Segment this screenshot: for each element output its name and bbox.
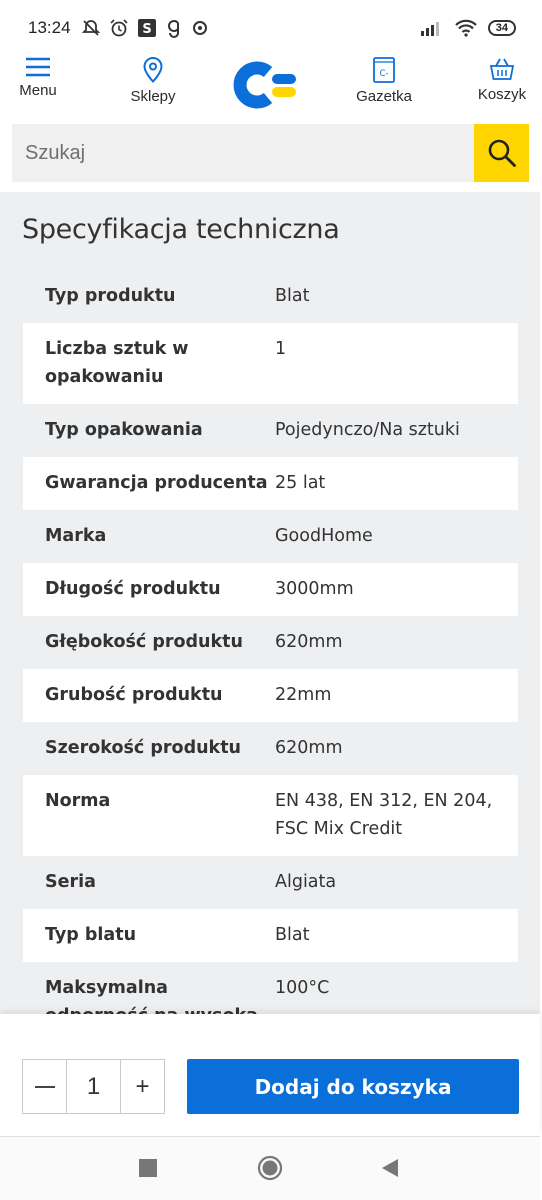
spec-key: Liczba sztuk w opakowaniu: [45, 339, 189, 387]
spec-value: 620mm: [275, 738, 343, 758]
spec-value: 620mm: [275, 632, 343, 652]
back-button[interactable]: [381, 1158, 399, 1183]
spec-key: Długość produktu: [45, 579, 221, 599]
spec-key: Typ opakowania: [45, 420, 203, 440]
quantity-value[interactable]: 1: [86, 1072, 101, 1100]
spec-value: 100°C: [275, 978, 330, 998]
spec-key: Szerokość produktu: [45, 738, 242, 758]
spec-key: Seria: [45, 872, 96, 892]
top-navigation: [0, 56, 540, 116]
spec-row: [23, 669, 518, 722]
mute-icon: [81, 18, 101, 38]
hamburger-menu-icon: [25, 56, 51, 78]
search-input[interactable]: [12, 124, 474, 182]
recent-apps-button[interactable]: [139, 1159, 157, 1182]
cart-label: Koszyk: [477, 86, 527, 103]
stores-button[interactable]: [113, 56, 193, 105]
spec-row: [23, 510, 518, 563]
search-icon: [487, 138, 517, 168]
status-notification-icons: [81, 18, 209, 38]
spec-value: 25 lat: [275, 473, 326, 493]
add-to-cart-bar: [0, 1014, 540, 1136]
home-button[interactable]: [257, 1155, 283, 1186]
spec-row: [23, 616, 518, 669]
spec-value: Blat: [275, 286, 310, 306]
spec-value: Blat: [275, 925, 310, 945]
signal-icon: [420, 19, 444, 37]
spec-row: [23, 457, 518, 510]
spec-value: GoodHome: [275, 526, 373, 546]
minus-icon: [35, 1085, 55, 1089]
spec-row: [23, 856, 518, 909]
specs-title: Specyfikacja techniczna: [22, 214, 340, 245]
recent-apps-icon: [139, 1159, 157, 1177]
add-to-cart-button[interactable]: Dodaj do koszyka: [187, 1059, 519, 1114]
spec-key: Głębokość produktu: [45, 632, 243, 652]
spec-value: 3000mm: [275, 579, 354, 599]
system-navigation-bar: [0, 1136, 540, 1200]
spec-row: [23, 909, 518, 962]
alarm-icon: [109, 18, 129, 38]
leaflet-button[interactable]: [344, 56, 424, 105]
spec-row: [23, 775, 518, 856]
stores-label: Sklepy: [130, 88, 176, 105]
menu-label: Menu: [19, 82, 57, 99]
spec-row: [23, 563, 518, 616]
leaflet-icon-text: C-: [379, 69, 389, 79]
leaflet-label: Gazetka: [356, 88, 412, 105]
s-app-icon: [137, 18, 157, 38]
status-right: [420, 19, 516, 37]
spec-row: [23, 722, 518, 775]
search-bar: [12, 124, 529, 182]
spec-row: [23, 270, 518, 323]
castorama-logo[interactable]: [234, 60, 298, 115]
wifi-icon: [454, 19, 478, 37]
spec-row: [23, 323, 518, 404]
back-icon: [381, 1158, 399, 1178]
spec-key: Typ produktu: [45, 286, 176, 306]
brand-logo-icon: [234, 60, 298, 110]
sync-icon: [191, 18, 209, 38]
product-specs-section: [0, 192, 540, 1014]
quantity-stepper: [22, 1059, 165, 1114]
decrease-quantity-button[interactable]: [23, 1060, 67, 1113]
battery-indicator: 34: [488, 20, 516, 36]
search-button[interactable]: [474, 124, 529, 182]
spec-key: Grubość produktu: [45, 685, 223, 705]
home-icon: [257, 1155, 283, 1181]
spec-key: Norma: [45, 791, 111, 811]
spec-key: Typ blatu: [45, 925, 137, 945]
spec-key: Marka: [45, 526, 107, 546]
svg-text:S: S: [141, 22, 152, 37]
spec-value: 22mm: [275, 685, 332, 705]
location-pin-icon: [142, 56, 164, 84]
basket-icon: [488, 56, 516, 82]
status-time: 13:24: [28, 18, 71, 37]
spec-value: Algiata: [275, 872, 337, 892]
spec-value: EN 438, EN 312, EN 204, FSC Mix Credit: [275, 791, 493, 839]
increase-quantity-button[interactable]: +: [120, 1060, 164, 1113]
menu-button[interactable]: [0, 56, 78, 99]
spec-value: 1: [275, 339, 287, 359]
spec-value: Pojedynczo/Na sztuki: [275, 420, 460, 440]
specs-table: [23, 270, 518, 1096]
spec-row: [23, 404, 518, 457]
leaflet-icon: [372, 56, 396, 84]
status-bar: [0, 0, 540, 56]
spec-key: Gwarancja producenta: [45, 473, 268, 493]
g-app-icon: [165, 18, 183, 38]
spec-key: Maksymalna: [45, 978, 168, 998]
cart-button[interactable]: [462, 56, 542, 103]
